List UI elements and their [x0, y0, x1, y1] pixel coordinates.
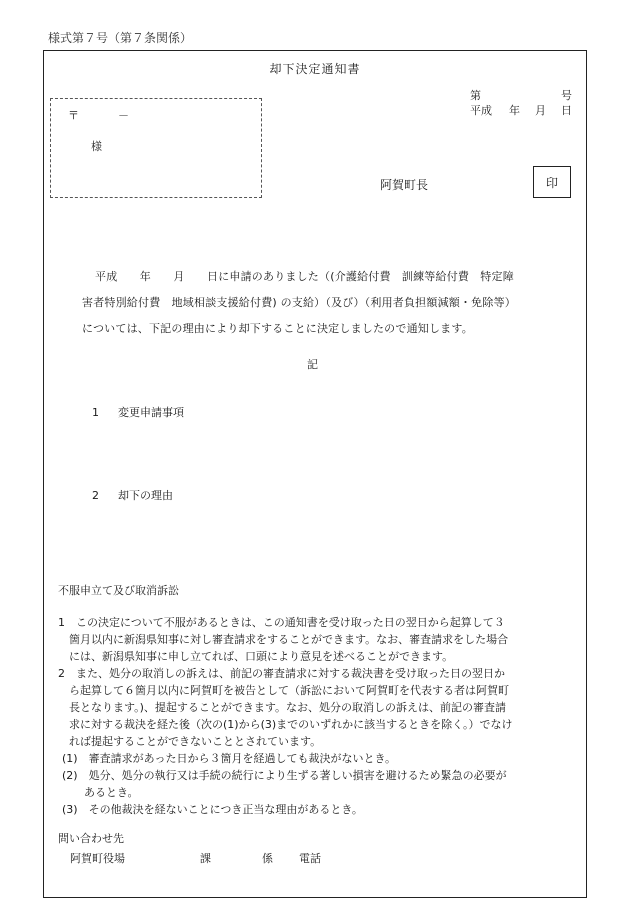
- postal-dash: －: [118, 109, 129, 122]
- appeal-line-11: あるとき。: [62, 786, 139, 799]
- appeal-line-4: 2 また、処分の取消しの訴えは、前記の審査請求に対する裁決書を受け取った日の翌日か: [58, 667, 505, 680]
- doc-number-dai: 第: [470, 89, 481, 102]
- doc-date-day: 日: [561, 104, 572, 117]
- appeal-line-5: ら起算して６箇月以内に阿賀町を被告として（訴訟において阿賀町を代表する者は阿賀町: [58, 684, 509, 697]
- item-2: [92, 487, 173, 503]
- body-line-2: 害者特別給付費 地域相談支援給付費) の支給）（及び）（利用者負担額減額・免除等）: [82, 296, 516, 309]
- postal-mark: 〒: [68, 109, 79, 122]
- item-2-label: 却下の理由: [118, 489, 173, 502]
- recipient-address-box: [50, 98, 262, 198]
- appeal-line-12: (3) その他裁決を経ないことにつき正当な理由があるとき。: [62, 803, 363, 816]
- appeal-line-9: (1) 審査請求があった日から３箇月を経過しても裁決がないとき。: [62, 752, 397, 765]
- doc-date-era: 平成: [470, 104, 492, 117]
- issuer-title: 阿賀町長: [380, 178, 429, 192]
- seal-label: 印: [545, 175, 558, 190]
- doc-date: [470, 102, 572, 118]
- appeal-line-2: 箇月以内に新潟県知事に対し審査請求をすることができます。なお、審査請求をした場合: [58, 633, 509, 646]
- appeal-line-3: には、新潟県知事に申し立てれば、口頭により意見を述べることができます。: [58, 650, 454, 663]
- seal-box: [533, 166, 571, 198]
- item-1-label: 変更申請事項: [118, 406, 184, 419]
- body-line-1: 平成 年 月 日に申請のありました（(介護給付費 訓練等給付費 特定障: [95, 270, 514, 283]
- ki-label: 記: [307, 358, 318, 371]
- contact-tel: 電話: [299, 852, 321, 865]
- doc-date-year: 年: [509, 104, 520, 117]
- contact-office: 阿賀町役場: [70, 852, 125, 865]
- contact-kakari: 係: [262, 852, 273, 865]
- appeal-line-10: (2) 処分、処分の執行又は手続の続行により生ずる著しい損害を避けるため緊急の必要が: [62, 769, 507, 782]
- body-line-3: については、下記の理由により却下することに決定しましたので通知します。: [82, 322, 473, 335]
- contact-heading: 問い合わせ先: [58, 832, 124, 845]
- appeal-line-8: れば提起することができないこととされています。: [58, 735, 322, 748]
- doc-date-month: 月: [535, 104, 546, 117]
- appeal-line-7: 求に対する裁決を経た後（次の(1)から(3)までのいずれかに該当するときを除く。）でなけ: [58, 718, 513, 731]
- item-1: [92, 404, 184, 420]
- item-1-number: 1: [92, 406, 99, 419]
- contact-ka: 課: [200, 852, 211, 865]
- doc-number-go: 号: [561, 89, 572, 102]
- document-title: 却下決定通知書: [269, 62, 361, 76]
- form-number: 様式第７号（第７条関係）: [48, 31, 193, 45]
- appeal-line-6: 長となります。)、提起することができます。なお、処分の取消しの訴えは、前記の審査請: [58, 701, 507, 714]
- recipient-sama: 様: [91, 140, 102, 153]
- item-2-number: 2: [92, 489, 99, 502]
- appeal-heading: 不服申立て及び取消訴訟: [58, 584, 179, 597]
- appeal-line-1: 1 この決定について不服があるときは、この通知書を受け取った日の翌日から起算して３: [58, 616, 505, 629]
